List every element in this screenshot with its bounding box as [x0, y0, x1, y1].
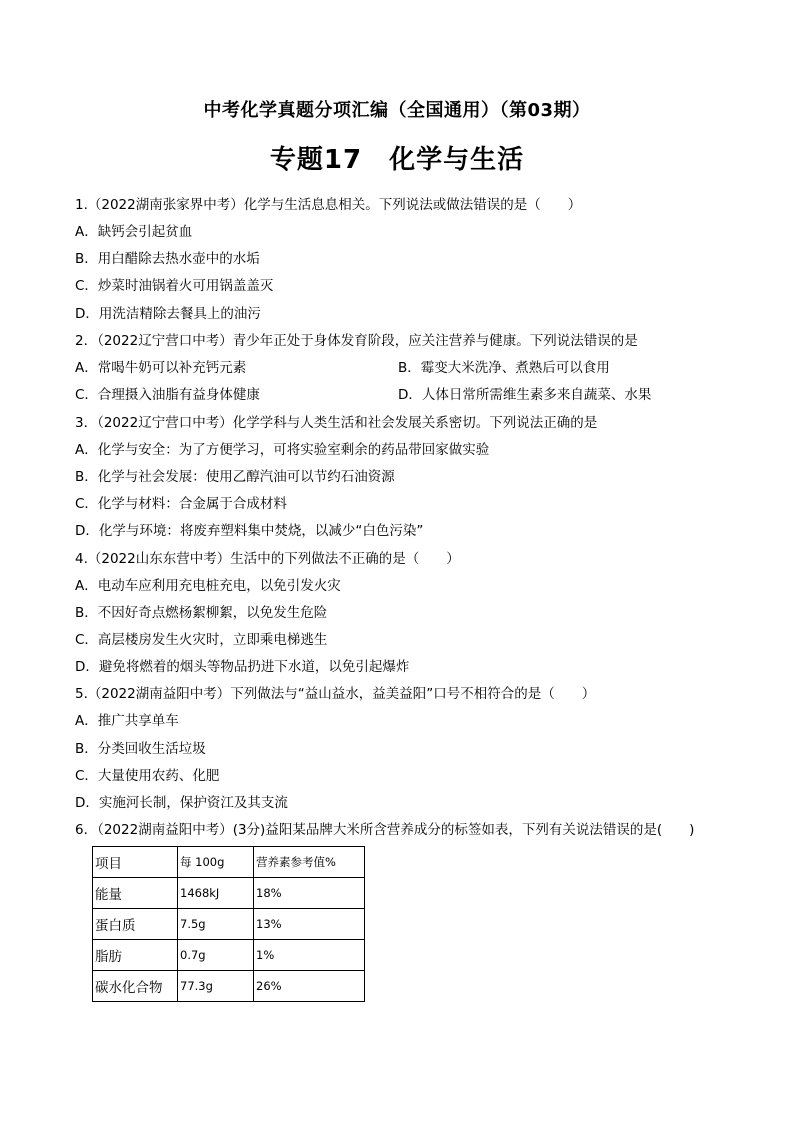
table-header-cell: 营养素参考值%: [254, 847, 365, 878]
table-cell: 26%: [254, 971, 365, 1002]
table-cell: 能量: [93, 878, 178, 909]
question-2-option-d: D．人体日常所需维生素多来自蔬菜、水果: [398, 387, 652, 403]
question-1-option-b: B．用白醋除去热水壶中的水垢: [75, 251, 260, 267]
table-row: [93, 940, 365, 971]
question-2-option-b: B．霉变大米洗净、煮熟后可以食用: [398, 360, 610, 376]
table-cell: 蛋白质: [93, 909, 178, 940]
question-4-option-a: A．电动车应利用充电桩充电，以免引发火灾: [75, 578, 341, 594]
question-3-option-c: C．化学与材料：合金属于合成材料: [75, 496, 287, 512]
table-cell: 77.3g: [178, 971, 254, 1002]
question-2-option-a: A．常喝牛奶可以补充钙元素: [75, 360, 247, 376]
question-4-option-b: B．不因好奇点燃杨絮柳絮，以免发生危险: [75, 605, 328, 621]
question-4-stem: 4.（2022山东东营中考）生活中的下列做法不正确的是（ ）: [75, 551, 460, 567]
question-1-option-a: A．缺钙会引起贫血: [75, 224, 193, 240]
table-cell: 7.5g: [178, 909, 254, 940]
table-row: [93, 878, 365, 909]
table-cell: 1%: [254, 940, 365, 971]
question-5-option-c: C．大量使用农药、化肥: [75, 768, 220, 784]
question-4-option-c: C．高层楼房发生火灾时，立即乘电梯逃生: [75, 632, 328, 648]
question-1-option-d: D．用洗洁精除去餐具上的油污: [75, 306, 261, 322]
question-6-stem: 6．（2022湖南益阳中考）(3分)益阳某品牌大米所含营养成分的标签如表，下列有关说法错误的是( ): [75, 822, 695, 838]
question-5-option-b: B．分类回收生活垃圾: [75, 741, 206, 757]
table-cell: 脂肪: [93, 940, 178, 971]
table-row: [93, 971, 365, 1002]
document-title: 中考化学真题分项汇编（全国通用）（第03期）: [203, 100, 591, 121]
table-cell: 1468kJ: [178, 878, 254, 909]
table-header-cell: 项目: [93, 847, 178, 878]
question-3-option-b: B．化学与社会发展：使用乙醇汽油可以节约石油资源: [75, 469, 395, 485]
question-1-stem: 1.（2022湖南张家界中考）化学与生活息息相关。下列说法或做法错误的是（ ）: [75, 197, 582, 213]
question-3-option-a: A．化学与安全：为了方便学习，可将实验室剩余的药品带回家做实验: [75, 442, 490, 458]
topic-title: 专题17 化学与生活: [269, 145, 525, 175]
question-4-option-d: D．避免将燃着的烟头等物品扔进下水道，以免引起爆炸: [75, 659, 410, 675]
nutrition-table: [92, 846, 365, 1002]
table-cell: 碳水化合物: [93, 971, 178, 1002]
question-5-option-d: D．实施河长制，保护资江及其支流: [75, 795, 288, 811]
table-cell: 0.7g: [178, 940, 254, 971]
table-cell: 13%: [254, 909, 365, 940]
question-2-stem: 2．（2022辽宁营口中考）青少年正处于身体发育阶段，应关注营养与健康。下列说法错误的是: [75, 333, 638, 349]
table-header-cell: 每 100g: [178, 847, 254, 878]
table-row: [93, 909, 365, 940]
table-cell: 18%: [254, 878, 365, 909]
question-3-option-d: D．化学与环境：将废弃塑料集中焚烧，以减少“白色污染”: [75, 523, 424, 539]
question-2-option-c: C．合理摄入油脂有益身体健康: [75, 387, 260, 403]
question-3-stem: 3．（2022辽宁营口中考）化学学科与人类生活和社会发展关系密切。下列说法正确的是: [75, 415, 598, 431]
question-5-option-a: A．推广共享单车: [75, 713, 179, 729]
table-header-row: [93, 847, 365, 878]
question-5-stem: 5.（2022湖南益阳中考）下列做法与“益山益水，益美益阳”口号不相符合的是（ ）: [75, 686, 596, 702]
question-1-option-c: C．炒菜时油锅着火可用锅盖盖灭: [75, 278, 274, 294]
